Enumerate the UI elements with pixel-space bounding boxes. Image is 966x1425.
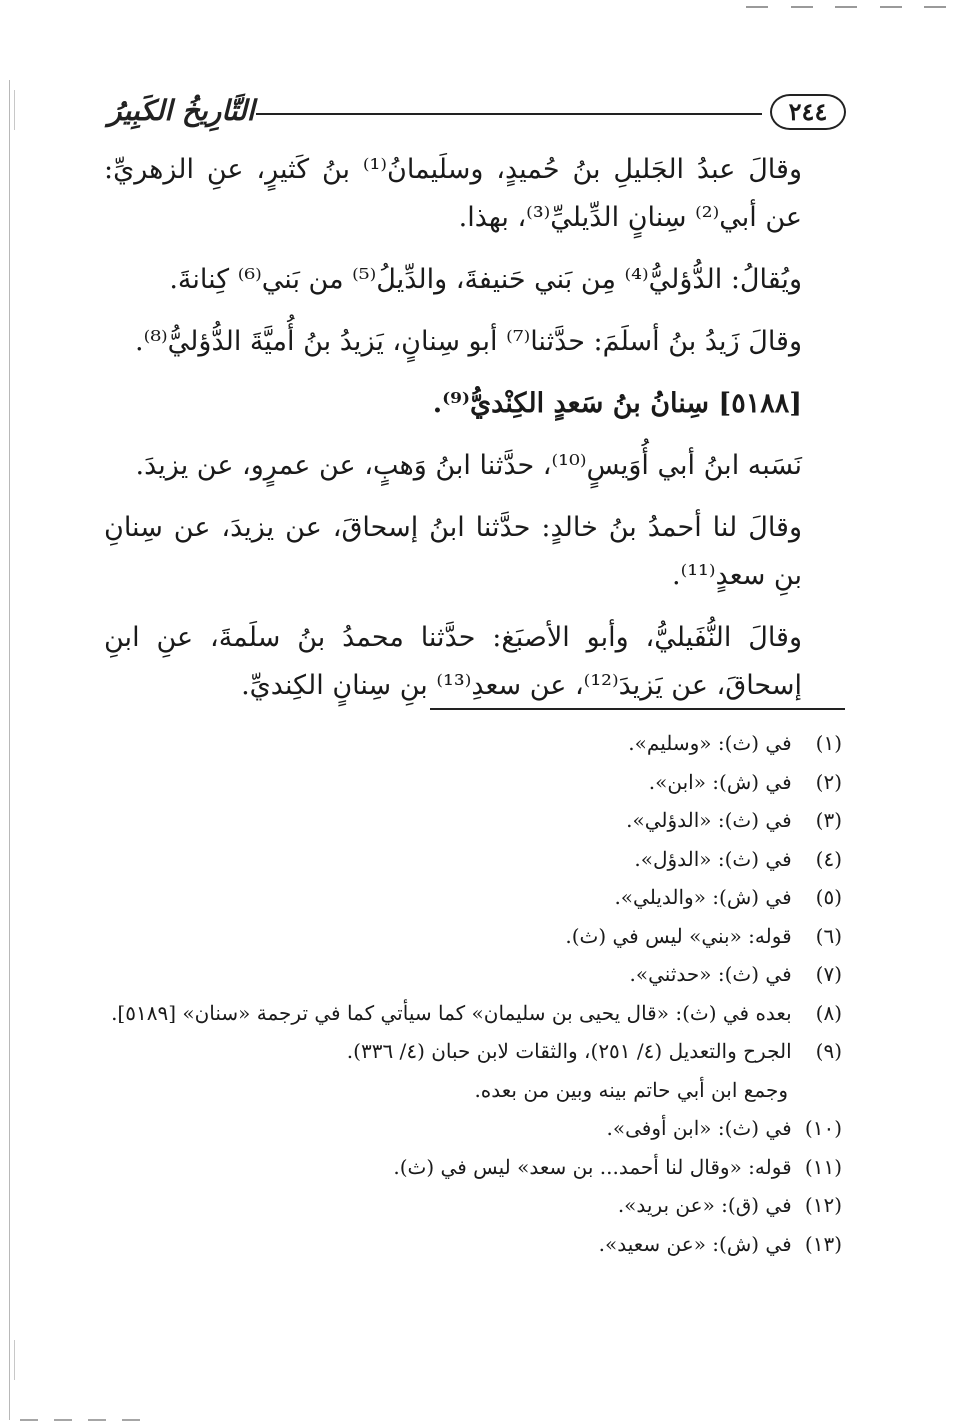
entry-heading: [٥١٨٨] سِنانُ بنُ سَعدٍ الكِنْديُّ⁽⁹⁾.: [432, 388, 802, 419]
footnote-number: (٩): [815, 1039, 842, 1063]
scan-edge-mark: [14, 1340, 15, 1380]
footnote-text: في (ث): «الدؤلي».: [626, 808, 792, 832]
paragraph: ويُقالُ: الدُّؤليُّ⁽⁴⁾ مِن بَني حَنيفةَ، والدِّيلُ⁽⁵⁾ من بَني⁽⁶⁾ كِنانةَ.: [169, 264, 802, 295]
footnote-text: في (ق): «عن بريد».: [617, 1193, 792, 1217]
scan-artifact-bottom: [20, 1419, 140, 1421]
footnote: [170, 805, 842, 835]
footnote: [170, 1113, 842, 1143]
footnote-text: قوله: «وقال لنا أحمد... بن سعد» ليس في (ث).: [393, 1154, 792, 1179]
footnote-separator: [430, 708, 845, 710]
footnote-number: (١٠): [804, 1116, 842, 1140]
footnote: [170, 1229, 842, 1259]
footnote: [170, 1152, 842, 1182]
footnote-text: في (ث): «وسليم».: [628, 731, 792, 755]
footnote: [170, 882, 842, 912]
footnote-text: في (ث): «حدثني».: [629, 962, 792, 986]
footnote-number: (٤): [815, 846, 842, 871]
footnote: [170, 767, 842, 797]
footnote-text: في (ث): «الدؤل».: [634, 846, 792, 871]
scan-edge-line: [9, 80, 10, 1420]
footnote-continuation: وجمع ابن أبي حاتم بينه وبين من بعده.: [474, 1077, 788, 1102]
footnote-text: في (ش): «ابن».: [648, 769, 792, 794]
footnote-number: (٨): [815, 1000, 842, 1025]
paragraph: نَسَبه ابنُ أبي أُوَيسٍ⁽¹⁰⁾، حدَّثنا ابنُ وَهبٍ، عن عمرٍو، عن يزيدَ.: [135, 450, 802, 481]
footnote-text: في (ش): «عن سعيد».: [598, 1231, 792, 1256]
scan-edge-mark: [14, 90, 15, 130]
footnote-number: (١٢): [804, 1193, 842, 1217]
paragraph: وقالَ لنا أحمدُ بنُ خالدٍ: حدَّثنا ابنُ إسحاقَ، عن يزيدَ، عن سِنانِ بنِ سعدٍ⁽¹¹⁾.: [104, 512, 802, 591]
footnote: [111, 998, 842, 1028]
paragraph: وقالَ النُّفَيليُّ، وأبو الأصبَغ: حدَّثنا محمدُ بنُ سلَمةَ، عنِ ابنِ إسحاقَ، عن يَزيدَ⁽¹²⁾، عن سعدِ⁽¹³⁾ بنِ سِنانٍ الكِنديِّ.: [104, 622, 802, 701]
footnote-text: في (ش): «والديلي».: [614, 885, 792, 909]
footnotes: [111, 728, 842, 1267]
footnote-number: (١): [815, 731, 842, 755]
footnote: [170, 728, 842, 758]
book-title: التَّارِيخُ الكَبِيرُ: [108, 94, 255, 127]
footnote-text: الجرح والتعديل (٤/ ٢٥١)، والثقات لابن حبان (٤/ ٣٣٦).: [346, 1039, 792, 1063]
footnote-number: (١١): [804, 1154, 842, 1179]
paragraph: وقالَ عبدُ الجَليلِ بنُ حُميدٍ، وسلَيمانُ⁽¹⁾ بنُ كَثيرٍ، عنِ الزهريِّ: عن أبي⁽²⁾ سِنانٍ الدِّيليِّ⁽³⁾، بهذا.: [104, 154, 802, 233]
scan-artifact-top: [746, 6, 946, 8]
footnote: [170, 1190, 842, 1220]
footnote: [170, 921, 842, 951]
page-number: ٢٤٤: [770, 94, 846, 130]
footnote-number: (٦): [815, 923, 842, 948]
footnote-number: (٥): [815, 885, 842, 909]
footnote-number: (٣): [815, 808, 842, 832]
page-header: [108, 92, 848, 138]
footnote: [170, 1036, 842, 1066]
footnote: [170, 844, 842, 874]
footnote-number: (١٣): [804, 1231, 842, 1256]
paragraph: وقالَ زَيدُ بنُ أسلَمَ: حدَّثنا⁽⁷⁾ أبو سِنانٍ، يَزيدُ بنُ أُميَّةَ الدُّؤليُّ⁽⁸⁾.: [135, 326, 802, 357]
footnote-text: قوله: «بني» ليس في (ث).: [565, 923, 792, 948]
footnote-number: (٧): [815, 962, 842, 986]
footnote-text: بعده في (ث): «قال يحيى بن سليمان» كما سيأتي كما في ترجمة «سنان» [٥١٨٩].: [111, 1000, 792, 1025]
footnote-text: في (ث): «ابن أوفى».: [606, 1116, 792, 1140]
footnote-number: (٢): [815, 769, 842, 794]
footnote: [170, 959, 842, 989]
header-rule: [256, 113, 762, 115]
main-text: [104, 146, 842, 724]
